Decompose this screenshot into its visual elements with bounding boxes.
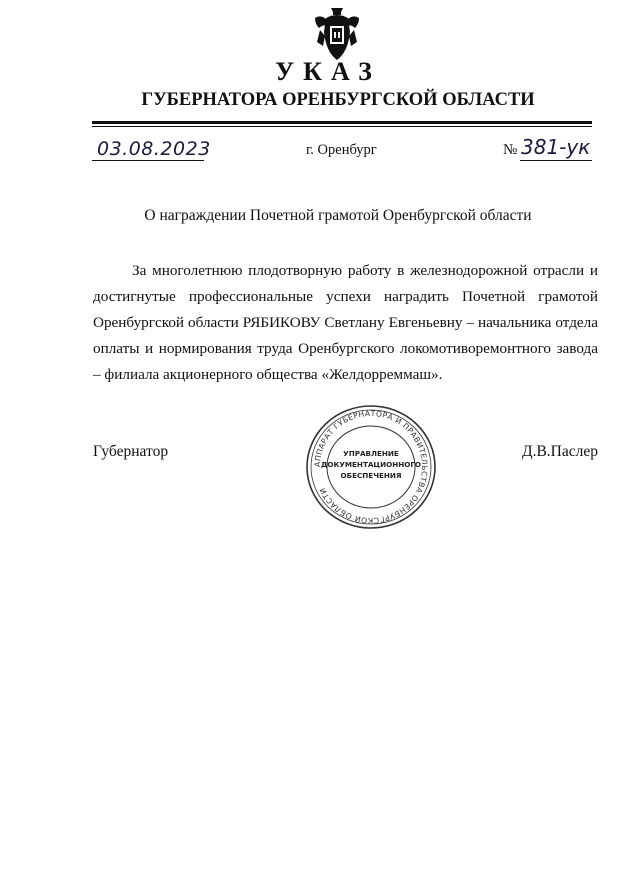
signatory-position: Губернатор xyxy=(93,443,169,460)
stamp-ring-text: АППАРАТ ГУБЕРНАТОРА И ПРАВИТЕЛЬСТВА ОРЕНБУРГСКОЙ ОБЛАСТИ xyxy=(312,408,430,526)
date-underline xyxy=(92,160,204,161)
stamp-line-1: УПРАВЛЕНИЕ xyxy=(343,449,399,458)
coat-of-arms-icon xyxy=(312,6,362,62)
decree-subject: О награждении Почетной грамотой Оренбургской области xyxy=(144,207,532,224)
official-stamp xyxy=(303,403,439,531)
decree-body-text: За многолетнюю плодотворную работу в железнодорожной отрасли и достигнутые профессиональные успехи наградить Почетной грамотой Оренбургской области РЯБИКОВУ Светлану Евгеньевну – начальника отдела оплаты и нормирования труда Оренбургского локомотиворемонтного завода – филиала акционерного общества «Желдорреммаш». xyxy=(93,262,598,383)
stamp-line-3: ОБЕСПЕЧЕНИЯ xyxy=(340,471,402,480)
decree-city: г. Оренбург xyxy=(306,142,377,158)
signatory-name: Д.В.Паслер xyxy=(522,443,598,460)
document-type: УКАЗ xyxy=(275,57,381,86)
issuer-title: ГУБЕРНАТОРА ОРЕНБУРГСКОЙ ОБЛАСТИ xyxy=(141,90,535,110)
decree-date: 03.08.2023 xyxy=(97,138,211,160)
number-underline xyxy=(520,160,592,161)
header-rule-thick xyxy=(92,121,592,124)
decree-number: 381-ук xyxy=(521,135,591,159)
header-rule-thin xyxy=(92,126,592,127)
number-sign: № xyxy=(503,142,518,158)
stamp-line-2: ДОКУМЕНТАЦИОННОГО xyxy=(320,460,422,469)
